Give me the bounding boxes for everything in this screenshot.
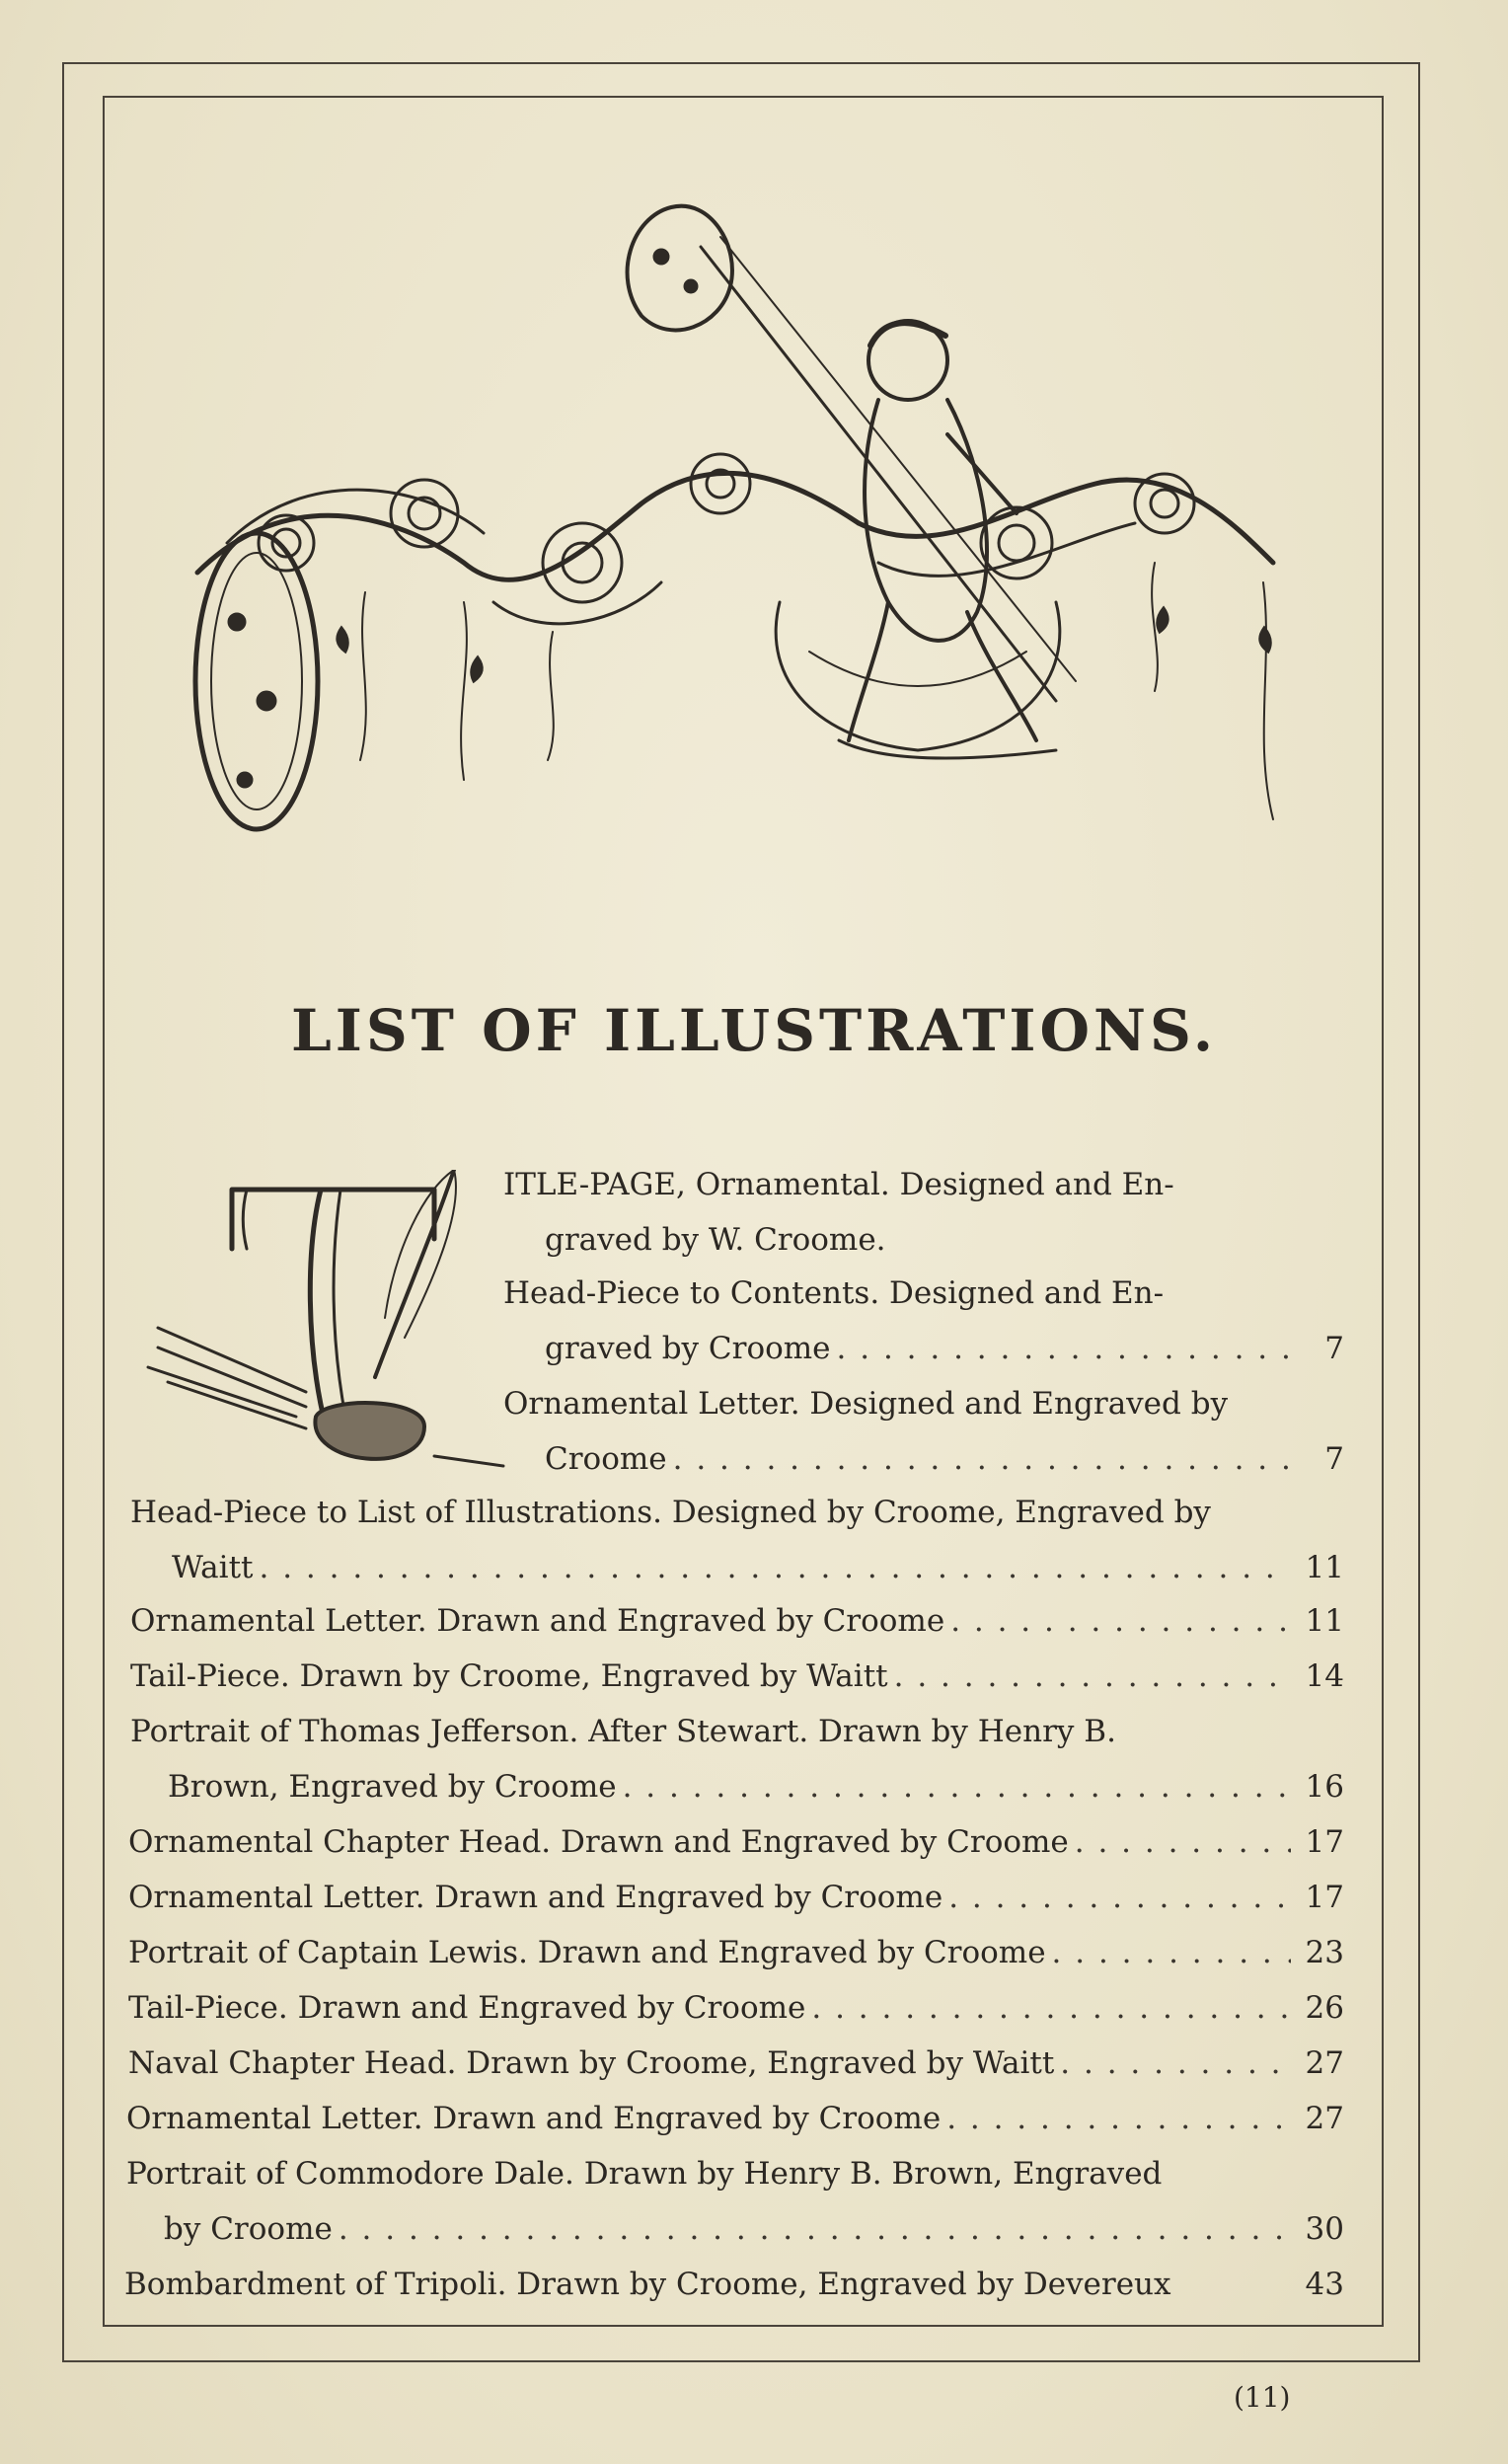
entry-page-number: 17 [1305, 1824, 1344, 1860]
list-item-line2 [172, 1548, 1344, 1587]
list-item [130, 1601, 1344, 1641]
entry-text: Croome [545, 1441, 667, 1477]
list-item [128, 1878, 1344, 1917]
page-title: LIST OF ILLUSTRATIONS. [290, 997, 1218, 1064]
list-item [124, 2265, 1344, 2304]
list-item [128, 2043, 1344, 2083]
page-number: (11) [1234, 2381, 1291, 2414]
entry-text: Tail-Piece. Drawn by Croome, Engraved by Waitt [130, 1658, 888, 1694]
entry-page-number: 7 [1324, 1331, 1344, 1366]
entry-page-number: 11 [1305, 1603, 1344, 1639]
entry-text: Ornamental Chapter Head. Drawn and Engraved by Croome [128, 1824, 1069, 1860]
entry-text: graved by Croome [545, 1331, 831, 1366]
entry-text: Bombardment of Tripoli. Drawn by Croome, Engraved by Devereux [124, 2267, 1171, 2302]
entry-page-number: 11 [1305, 1550, 1344, 1585]
entry-page-number: 17 [1305, 1880, 1344, 1915]
list-item-line2 [545, 1329, 1344, 1368]
list-item-title-page-line1: ITLE-PAGE, Ornamental. Designed and En- [503, 1167, 1174, 1202]
list-item [130, 1656, 1344, 1696]
entry-page-number: 30 [1305, 2211, 1344, 2247]
entry-page-number: 7 [1324, 1441, 1344, 1477]
entry-text: Waitt [172, 1550, 254, 1585]
list-item-title-page-line2: graved by W. Croome. [545, 1222, 886, 1258]
list-item-line1: Ornamental Letter. Designed and Engraved by [503, 1386, 1229, 1422]
list-item-line1: Head-Piece to List of Illustrations. Designed by Croome, Engraved by [130, 1495, 1211, 1530]
list-item-line2 [545, 1439, 1344, 1479]
list-item [128, 1988, 1344, 2028]
list-item-line1: Head-Piece to Contents. Designed and En- [503, 1275, 1165, 1311]
list-item-line2 [168, 1767, 1344, 1807]
entry-text: by Croome [164, 2211, 333, 2247]
entry-page-number: 14 [1305, 1658, 1344, 1694]
entry-text: Portrait of Captain Lewis. Drawn and Engraved by Croome [128, 1935, 1046, 1970]
entry-page-number: 27 [1305, 2045, 1344, 2081]
entry-page-number: 26 [1305, 1990, 1344, 2026]
entry-text: Brown, Engraved by Croome [168, 1769, 617, 1805]
entry-text: Naval Chapter Head. Drawn by Croome, Engraved by Waitt [128, 2045, 1055, 2081]
entry-page-number: 16 [1305, 1769, 1344, 1805]
list-item-line1: Portrait of Thomas Jefferson. After Stewart. Drawn by Henry B. [130, 1714, 1116, 1749]
entry-text: Tail-Piece. Drawn and Engraved by Croome [128, 1990, 806, 2026]
entry-page-number: 23 [1305, 1935, 1344, 1970]
list-item [128, 1822, 1344, 1862]
entry-text: Ornamental Letter. Drawn and Engraved by Croome [130, 1603, 945, 1639]
entry-text: Ornamental Letter. Drawn and Engraved by Croome [126, 2101, 942, 2136]
list-item [126, 2099, 1344, 2138]
entry-page-number: 27 [1305, 2101, 1344, 2136]
entry-page-number: 43 [1305, 2267, 1344, 2302]
list-item [128, 1933, 1344, 1972]
list-item-line1: Portrait of Commodore Dale. Drawn by Henry B. Brown, Engraved [126, 2156, 1163, 2192]
list-item-line2 [164, 2209, 1344, 2249]
entry-text: Ornamental Letter. Drawn and Engraved by Croome [128, 1880, 943, 1915]
